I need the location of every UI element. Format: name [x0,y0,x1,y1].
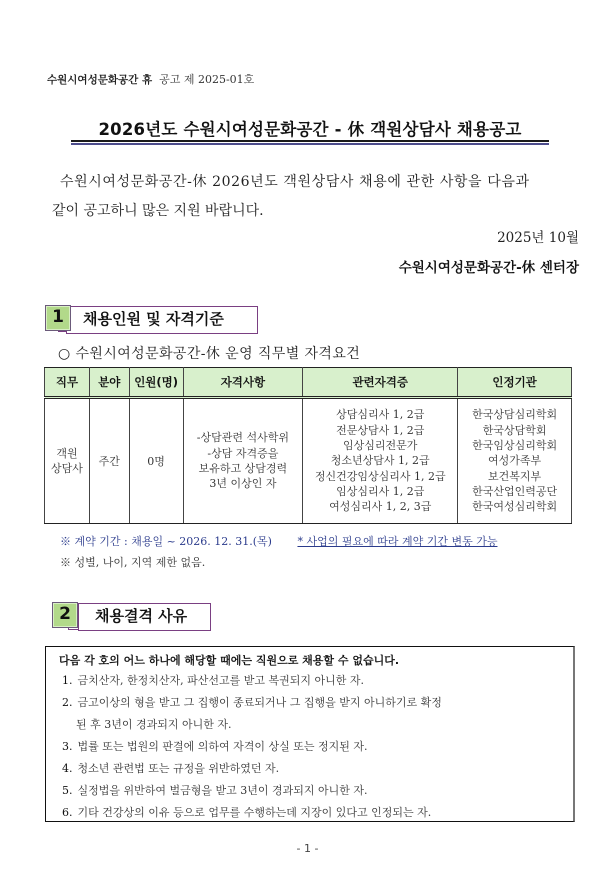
item-number: 1. [62,674,73,687]
institution-item: 한국상담학회 [482,423,547,437]
signer: 수원시여성문화공간-休 센터장 [398,260,579,276]
notice-org: 수원시여성문화공간 휴 [47,74,153,86]
intro-paragraph [52,168,582,226]
header-job: 직무 [45,368,90,398]
header-certificates: 관련자격증 [303,368,458,398]
notice-number-text: 공고 제 2025-01호 [159,73,255,86]
qualification-table [44,367,572,524]
table-row [45,398,572,524]
disqualification-box [45,646,575,822]
notice-date: 2025년 10월 [497,230,579,246]
section-1-title: 채용인원 및 자격기준 [66,306,258,334]
institution-item: 한국여성심리학회 [472,500,558,514]
requirement-line: -상담관련 석사학위 [196,431,290,445]
cell-requirements [183,398,303,524]
item-text: 청소년 관련법 또는 규정을 위반하였던 자. [77,762,280,775]
item-text: 실정법을 위반하여 벌금형을 받고 3년이 경과되지 아니한 자. [77,784,368,797]
section-2-title: 채용결격 사유 [78,603,211,631]
item-number: 2. [62,696,73,709]
list-item [62,782,368,798]
institution-item: 한국산업인력공단 [472,484,558,498]
institution-item: 여성가족부 [488,454,542,468]
section-1-number-badge: 1 [45,305,71,331]
item-number: 4. [62,762,73,775]
item-text: 기타 건강상의 이유 등으로 업무를 수행하는데 지장이 있다고 인정되는 자. [77,806,432,819]
header-requirements: 자격사항 [183,368,303,398]
intro-line-2: 같이 공고하니 많은 지원 바랍니다. [52,203,264,219]
institution-item: 한국상담심리학회 [472,408,558,422]
cell-job [45,398,90,524]
no-restriction-note: ※ 성별, 나이, 지역 제한 없음. [60,556,206,569]
contract-note [60,533,497,549]
header-institutions: 인정기관 [458,368,572,398]
page-number: - 1 - [296,842,319,855]
certificate-item: 임상심리전문가 [343,439,418,453]
table-header-row [45,368,572,398]
certificate-item: 임상심리사 1, 2급 [336,484,425,498]
page-title: 2026년도 수원시여성문화공간 - 休 객원상담사 채용공고 [98,120,522,139]
header-count: 인원(명) [129,368,183,398]
list-item [62,694,442,710]
certificate-item: 여성심리사 1, 2, 3급 [329,500,432,514]
contract-change-note: * 사업의 필요에 따라 계약 기간 변동 가능 [297,535,498,548]
contract-period: ※ 계약 기간 : 채용일 ~ 2026. 12. 31.(목) [60,535,272,548]
job-line: 객원 [56,446,78,460]
institution-item: 한국임상심리학회 [472,439,558,453]
certificate-item: 상담심리사 1, 2급 [336,408,425,422]
item-text: 금치산자, 한정치산자, 파산선고를 받고 복권되지 아니한 자. [77,674,364,687]
requirement-line: 3년 이상인 자 [209,477,277,491]
section-2-number-badge: 2 [52,602,78,628]
title-underline [71,140,549,142]
certificate-item: 전문상담사 1, 2급 [336,423,425,437]
intro-line-1: 수원시여성문화공간-休 2026년도 객원상담사 채용에 관한 사항을 다음과 [60,174,530,190]
item-text: 법률 또는 법원의 판결에 의하여 자격이 상실 또는 정지된 자. [77,740,368,753]
list-item [62,804,431,820]
notice-number [47,71,254,87]
certificate-item: 청소년상담사 1, 2급 [330,454,430,468]
item-number: 6. [62,806,73,819]
list-item [62,760,279,776]
cell-certificates [303,398,458,524]
section-1-subtitle: ○ 수원시여성문화공간-休 운영 직무별 자격요건 [58,346,361,362]
header-field: 분야 [89,368,129,398]
requirement-line: 보유하고 상담경력 [198,462,288,475]
cell-field: 주간 [89,398,129,524]
list-item [62,672,364,688]
job-line: 상담사 [51,462,83,475]
cell-institutions [458,398,572,524]
institution-item: 보건복지부 [488,469,542,483]
list-item [62,738,368,754]
requirement-line: -상담 자격증을 [207,446,279,460]
cell-count: 0명 [129,398,183,524]
item-text: 금고이상의 형을 받고 그 집행이 종료되거나 그 집행을 받지 아니하기로 확정 [77,696,442,709]
item-number: 3. [62,740,73,753]
certificate-item: 정신건강임상심리사 1, 2급 [314,469,446,483]
list-item-continued [76,716,232,732]
disqualification-heading: 다음 각 호의 어느 하나에 해당할 때에는 직원으로 채용할 수 없습니다. [59,654,400,667]
item-text: 된 후 3년이 경과되지 아니한 자. [76,718,232,731]
title-underline-accent [71,143,549,145]
item-number: 5. [62,784,73,797]
